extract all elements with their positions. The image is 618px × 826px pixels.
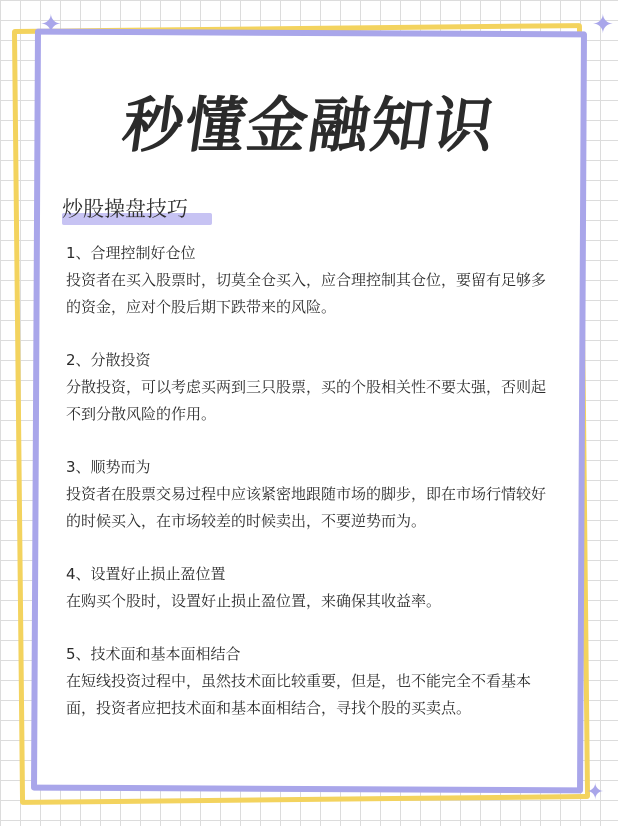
tip-section [66,641,556,722]
tip-heading: 3、顺势而为 [66,458,151,476]
tip-body: 在短线投资过程中，虽然技术面比较重要，但是，也不能完全不看基本面，投资者应把技术面和基本面相结合，寻找个股的买卖点。 [66,672,532,717]
subtitle-block [62,193,188,223]
tip-body: 在购买个股时，设置好止损止盈位置，来确保其收益率。 [66,592,442,610]
subtitle: 炒股操盘技巧 [62,197,188,221]
tips-list [66,240,556,748]
tip-section [66,454,556,535]
sparkle-star-icon: ✦ [592,10,614,40]
tip-heading: 2、分散投资 [66,351,151,369]
tip-body: 投资者在股票交易过程中应该紧密地跟随市场的脚步，即在市场行情较好的时候买入，在市场较差的时候卖出，不要逆势而为。 [66,485,547,530]
tip-body: 投资者在买入股票时，切莫全仓买入，应合理控制其仓位，要留有足够多的资金，应对个股后期下跌带来的风险。 [66,271,547,316]
page-title: 秒懂金融知识 [118,91,501,161]
tip-heading: 1、合理控制好仓位 [66,244,196,262]
tip-heading: 5、技术面和基本面相结合 [66,645,241,663]
tip-section [66,240,556,321]
tip-body: 分散投资，可以考虑买两到三只股票，买的个股相关性不要太强，否则起不到分散风险的作用。 [66,378,547,423]
tip-heading: 4、设置好止损止盈位置 [66,565,226,583]
tip-section [66,561,556,615]
sparkle-star-icon: ✦ [586,780,605,805]
sparkle-star-icon: ✦ [40,10,62,40]
tip-section [66,347,556,428]
